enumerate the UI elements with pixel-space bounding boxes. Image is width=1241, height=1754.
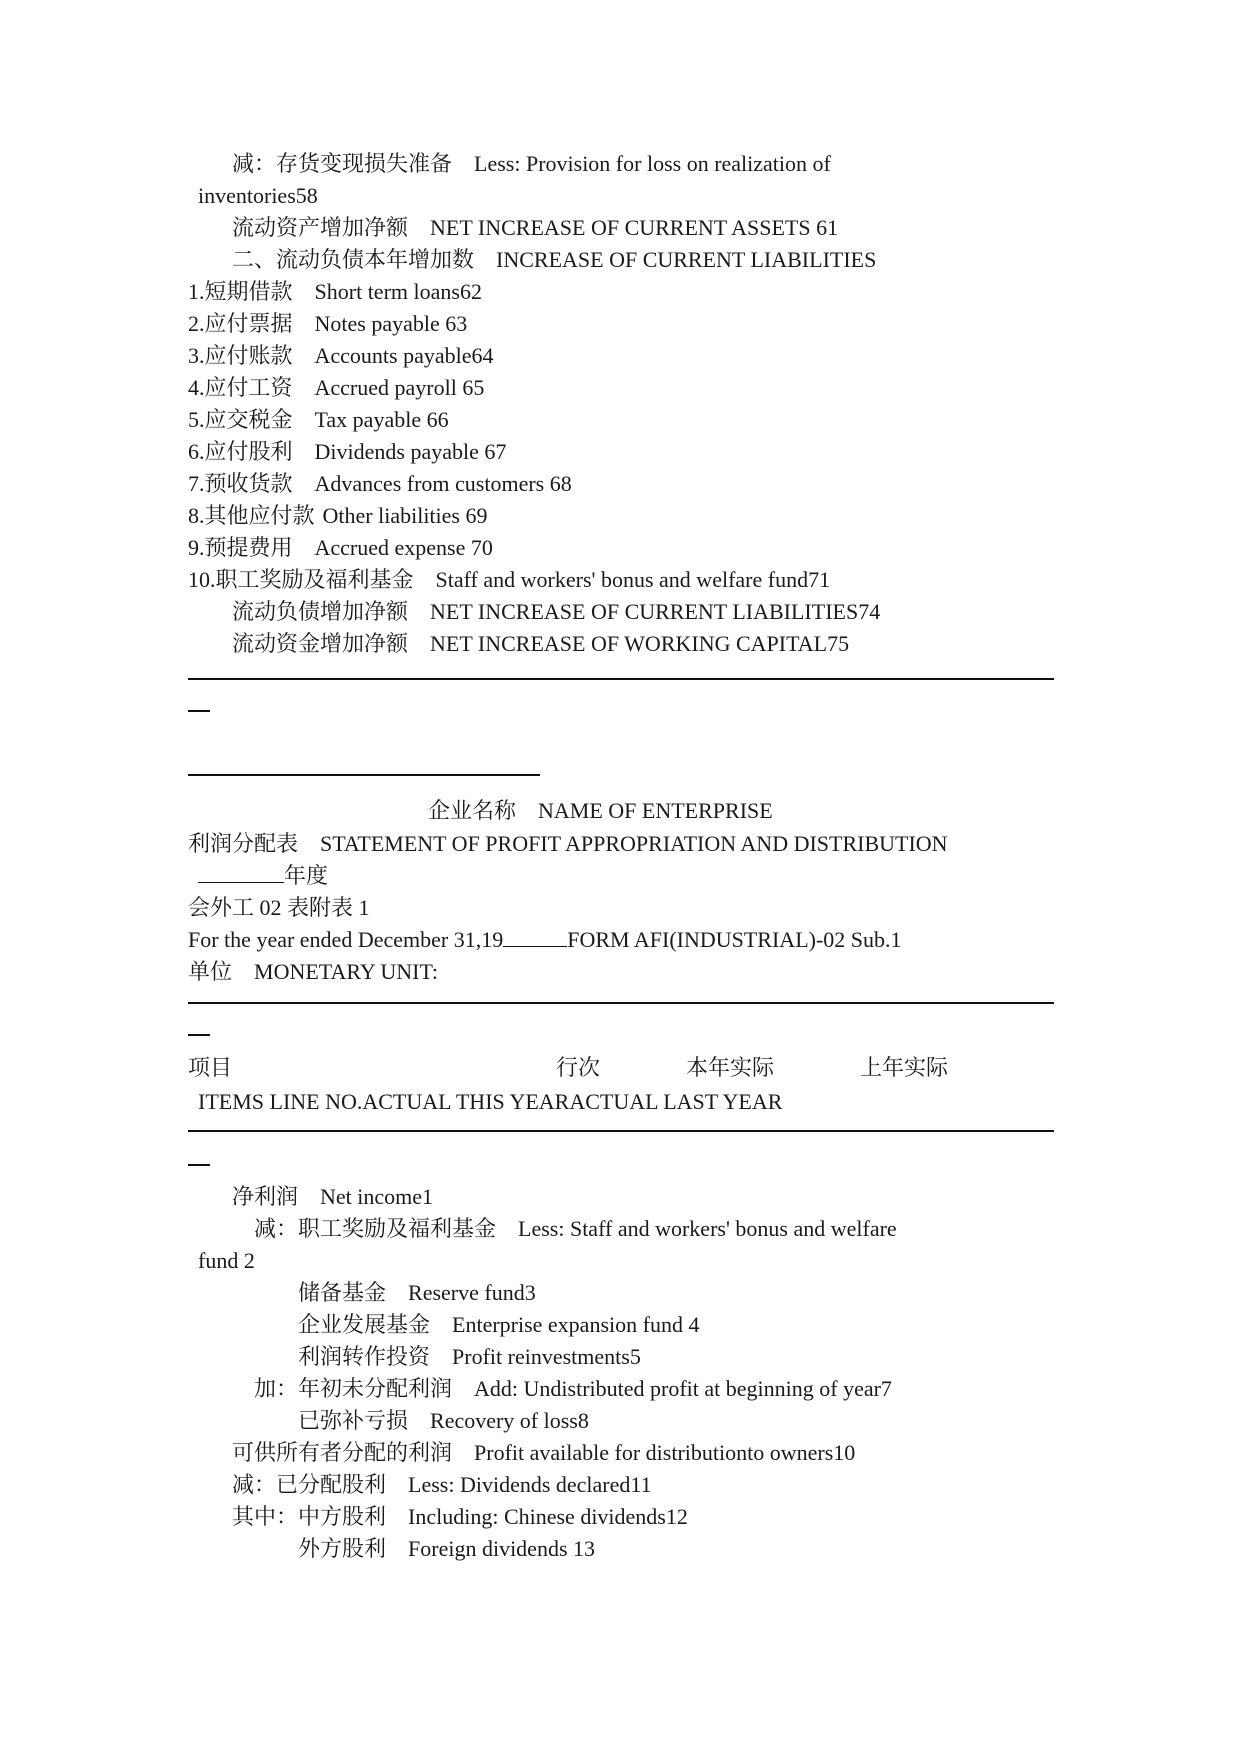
header-items-cn: 项目 — [188, 1055, 233, 1080]
header-this-year-cn: 本年实际 — [686, 1055, 775, 1080]
line-increase-current-liabilities: 二、流动负债本年增加数 INCREASE OF CURRENT LIABILITIES — [232, 247, 877, 272]
row-profit-available: 可供所有者分配的利润 Profit available for distributionto owners10 — [232, 1440, 856, 1465]
year-blank — [198, 862, 284, 883]
header-en: ITEMS LINE NO.ACTUAL THIS YEARACTUAL LAST YEAR — [198, 1089, 783, 1114]
list-item: 2.应付票据 Notes payable 63 — [188, 311, 468, 336]
row-add-undistributed-profit: 加：年初未分配利润 Add: Undistributed profit at beginning of year7 — [254, 1376, 892, 1401]
row-enterprise-expansion-fund: 企业发展基金 Enterprise expansion fund 4 — [298, 1312, 700, 1337]
row-foreign-dividends: 外方股利 Foreign dividends 13 — [298, 1536, 596, 1561]
line-less-provision: 减：存货变现损失准备 Less: Provision for loss on realization of — [232, 151, 831, 176]
list-item: 4.应付工资 Accrued payroll 65 — [188, 375, 485, 400]
list-item: 3.应付账款 Accounts payable64 — [188, 343, 494, 368]
list-item: 10.职工奖励及福利基金 Staff and workers' bonus and welfare fund71 — [188, 567, 831, 592]
row-less-bonus-welfare: 减：职工奖励及福利基金 Less: Staff and workers' bonus and welfare — [254, 1216, 897, 1241]
row-net-income: 净利润 Net income1 — [232, 1184, 434, 1209]
monetary-unit-line: 单位 MONETARY UNIT: — [188, 959, 438, 984]
year-line: 年度 — [198, 862, 328, 890]
row-less-dividends-declared: 减：已分配股利 Less: Dividends declared11 — [232, 1472, 652, 1497]
line-net-increase-current-assets: 流动资产增加净额 NET INCREASE OF CURRENT ASSETS 61 — [232, 215, 839, 240]
form-code-cn: 会外工 02 表附表 1 — [188, 895, 370, 920]
separator-rule — [188, 1130, 1054, 1132]
list-item: 5.应交税金 Tax payable 66 — [188, 407, 449, 432]
period-line: For the year ended December 31,19 FORM AFI(INDUSTRIAL)-02 Sub.1 — [188, 927, 902, 952]
header-last-year-cn: 上年实际 — [860, 1055, 949, 1080]
list-item: 7.预收货款 Advances from customers 68 — [188, 471, 572, 496]
separator-short — [188, 774, 540, 776]
row-less-bonus-welfare-wrap: fund 2 — [198, 1248, 255, 1273]
separator-stub — [188, 710, 210, 712]
list-item: 1.短期借款 Short term loans62 — [188, 279, 482, 304]
line-net-increase-current-liabilities: 流动负债增加净额 NET INCREASE OF CURRENT LIABILITIES74 — [232, 599, 881, 624]
header-line-no-cn: 行次 — [556, 1055, 601, 1080]
separator-rule — [188, 678, 1054, 680]
line-less-provision-wrap: inventories58 — [198, 183, 318, 208]
row-recovery-of-loss: 已弥补亏损 Recovery of loss8 — [298, 1408, 589, 1433]
separator-stub — [188, 1164, 210, 1166]
separator-rule — [188, 1002, 1054, 1004]
enterprise-name-line: 企业名称 NAME OF ENTERPRISE — [428, 798, 773, 823]
separator-stub — [188, 1034, 210, 1036]
list-item: 6.应付股利 Dividends payable 67 — [188, 439, 507, 464]
row-reserve-fund: 储备基金 Reserve fund3 — [298, 1280, 536, 1305]
year-suffix-blank — [503, 926, 567, 947]
row-profit-reinvestments: 利润转作投资 Profit reinvestments5 — [298, 1344, 641, 1369]
list-item: 8.其他应付款 Other liabilities 69 — [188, 503, 488, 528]
list-item: 9.预提费用 Accrued expense 70 — [188, 535, 493, 560]
statement-title: 利润分配表 STATEMENT OF PROFIT APPROPRIATION AND DISTRIBUTION — [188, 831, 948, 856]
row-chinese-dividends: 其中：中方股利 Including: Chinese dividends12 — [232, 1504, 688, 1529]
line-net-increase-working-capital: 流动资金增加净额 NET INCREASE OF WORKING CAPITAL75 — [232, 631, 850, 656]
